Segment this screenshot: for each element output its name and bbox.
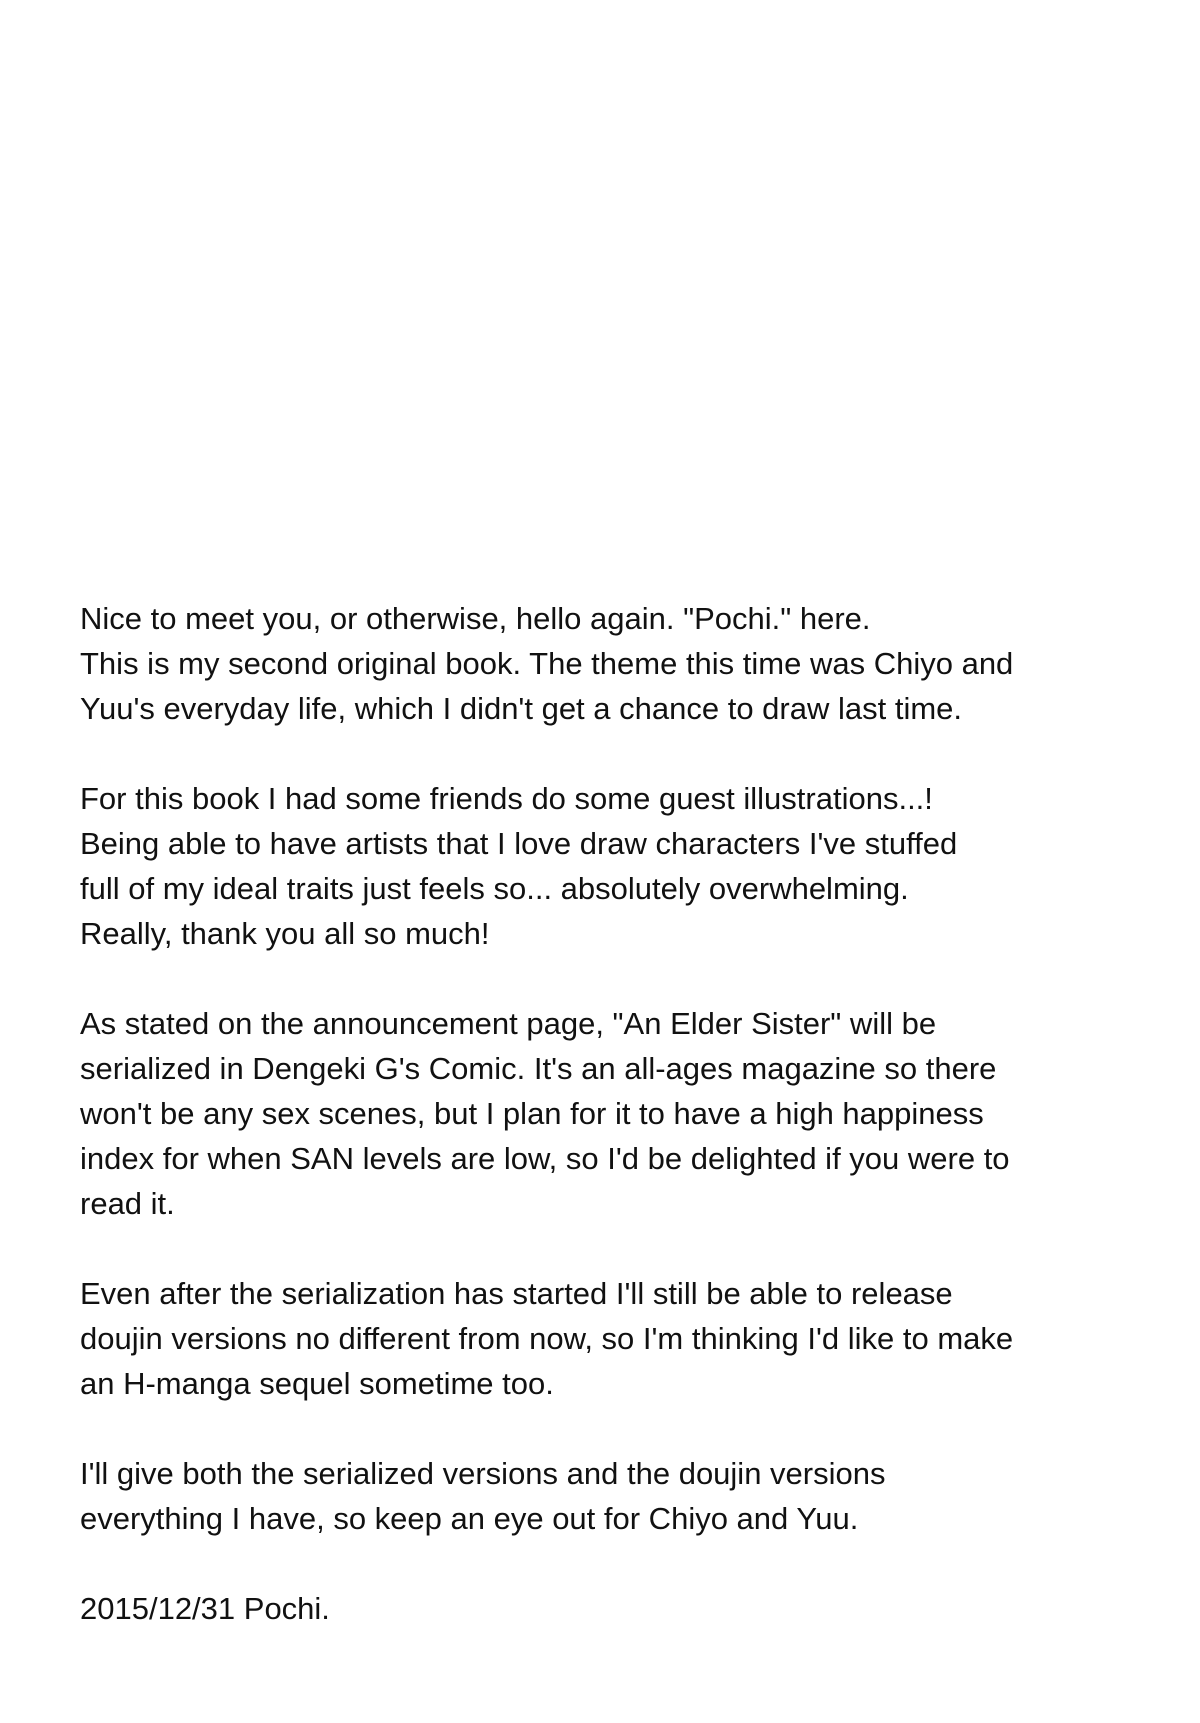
text-line: doujin versions no different from now, so I'm thinking I'd like to make: [80, 1321, 1014, 1356]
paragraph-greeting: [80, 596, 1120, 731]
text-line: Even after the serialization has started I'll still be able to release: [80, 1276, 953, 1311]
text-line: Being able to have artists that I love draw characters I've stuffed: [80, 826, 958, 861]
text-line: Nice to meet you, or otherwise, hello again. "Pochi." here.: [80, 601, 871, 636]
text-line: full of my ideal traits just feels so... absolutely overwhelming.: [80, 871, 909, 906]
text-line: won't be any sex scenes, but I plan for it to have a high happiness: [80, 1096, 984, 1131]
text-line: As stated on the announcement page, "An Elder Sister" will be: [80, 1006, 937, 1041]
text-line: everything I have, so keep an eye out for Chiyo and Yuu.: [80, 1501, 859, 1536]
text-line: read it.: [80, 1186, 175, 1221]
text-line: serialized in Dengeki G's Comic. It's an all-ages magazine so there: [80, 1051, 997, 1086]
text-line: This is my second original book. The theme this time was Chiyo and: [80, 646, 1014, 681]
text-line: index for when SAN levels are low, so I'd be delighted if you were to: [80, 1141, 1010, 1176]
text-line: 2015/12/31 Pochi.: [80, 1591, 330, 1626]
text-line: Yuu's everyday life, which I didn't get a chance to draw last time.: [80, 691, 963, 726]
text-line: For this book I had some friends do some guest illustrations...!: [80, 781, 933, 816]
paragraph-guest-illustrations: [80, 776, 1120, 956]
text-line: Really, thank you all so much!: [80, 916, 490, 951]
paragraph-doujin-versions: [80, 1271, 1120, 1406]
paragraph-closing: [80, 1451, 1120, 1541]
text-line: I'll give both the serialized versions and the doujin versions: [80, 1456, 886, 1491]
paragraph-serialization: [80, 1001, 1120, 1226]
text-line: an H-manga sequel sometime too.: [80, 1366, 554, 1401]
signature-date: [80, 1586, 1120, 1631]
afterword-text: [80, 596, 1120, 1631]
